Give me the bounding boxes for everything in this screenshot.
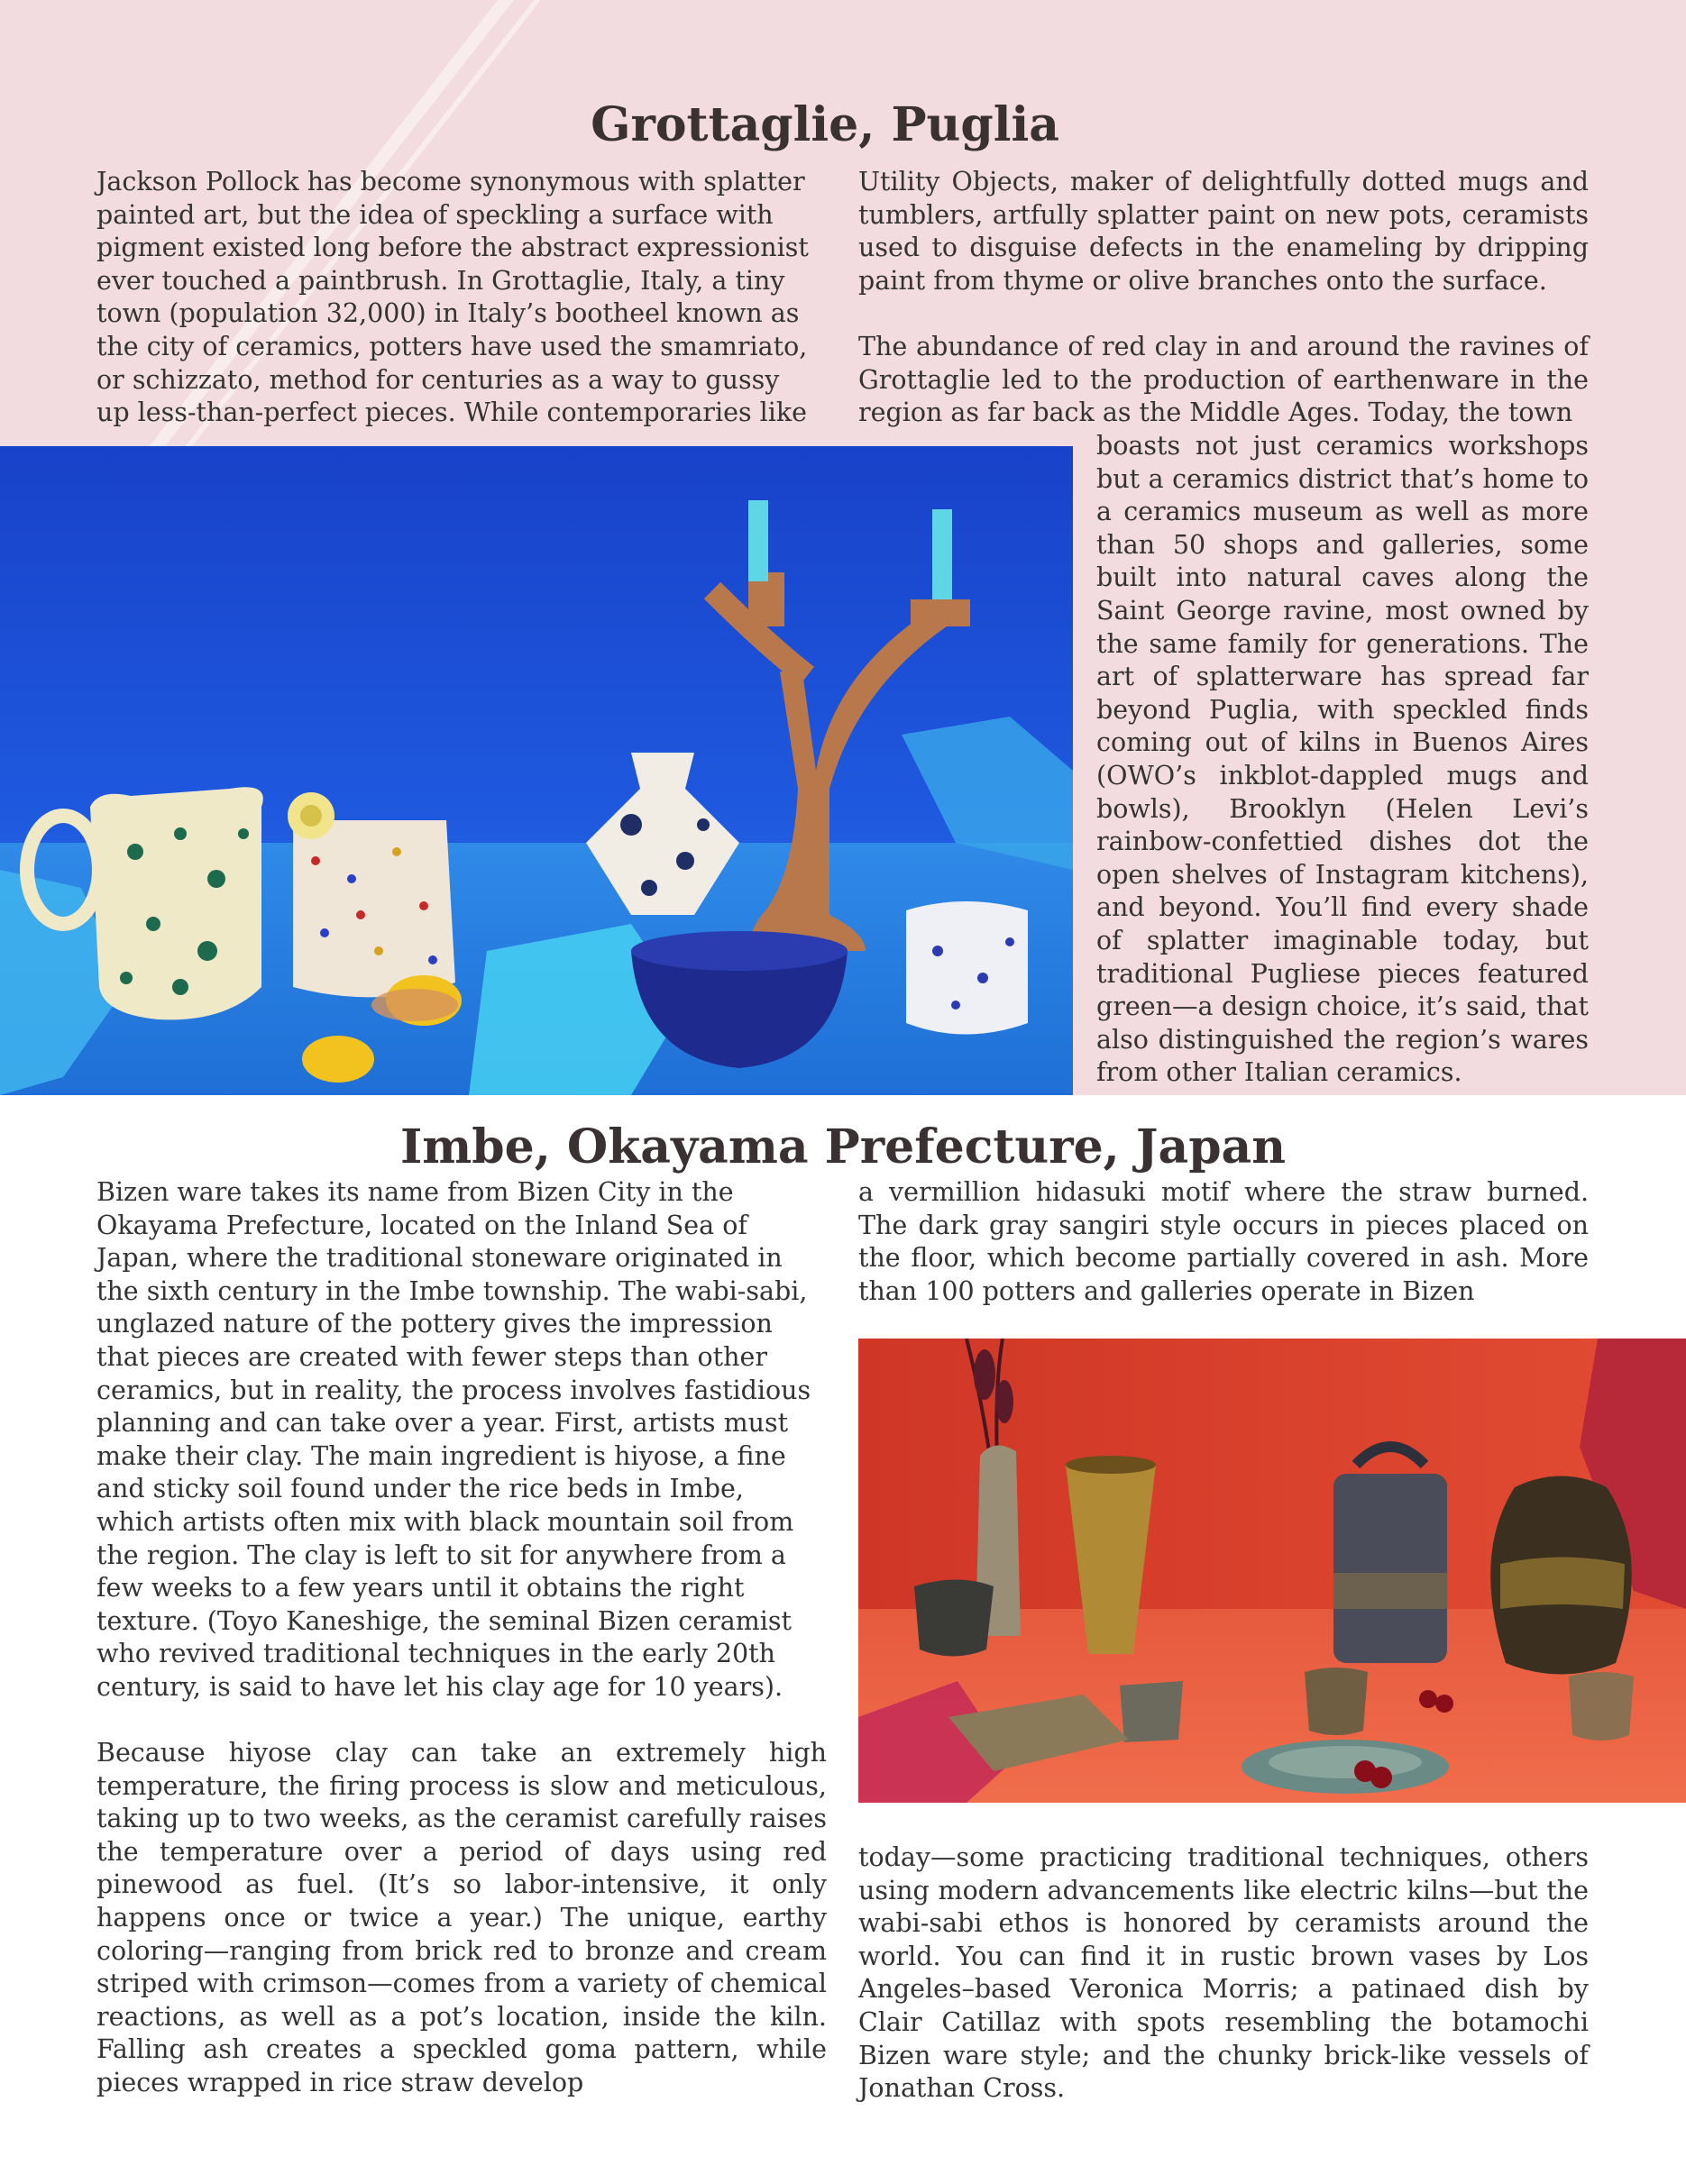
grottaglie-col2-paragraph-2: The abundance of red clay in and around the ravines of Grottaglie led to the production of earthenware in the region as far back as the Middle Ages. Today, the town [858, 331, 1589, 428]
imbe-column-1 [96, 1176, 827, 2100]
right-cup [1569, 1672, 1634, 1741]
confetti-splatter-jar [288, 792, 455, 997]
bizen-ware-photo [858, 1339, 1686, 1803]
imbe-column-2-top [858, 1176, 1589, 1308]
handled-vessel [1333, 1447, 1447, 1663]
bronze-cup [1305, 1668, 1368, 1735]
grottaglie-column-2 [858, 166, 1589, 430]
grottaglie-column-1 [96, 166, 818, 430]
imbe-col1-paragraph-2: Because hiyose clay can take an extremely high temperature, the firing process is slow and meticulous, taking up to two weeks, as the ceramist carefully raises the temperature over a period of days using red pinewood as fuel. (It’s so labor-intensive, it only happens once or twice a year.) The unique, earthy coloring—ranging from brick red to bronze and cream striped with crimson—comes from a variety of chemical reactions, as well as a pot’s location, inside the kiln. Falling ash creates a speckled goma pattern, while pieces wrapped in rice straw develop [96, 1738, 827, 2098]
grottaglie-col2-paragraph-1: Utility Objects, maker of delightfully dotted mugs and tumblers, artfully splatter paint on new pots, ceramists used to disguise defects in the enameling by dripping paint from thyme or olive branches onto the surface. [858, 167, 1589, 296]
grottaglie-wrap-column [1096, 430, 1589, 1090]
imbe-col1-paragraph-1: Bizen ware takes its name from Bizen City in the Okayama Prefecture, located on the Inland Sea of Japan, where the traditional stoneware originated in the sixth century in the Imbe township. The wabi-sabi, unglazed nature of the pottery gives the impression that pieces are created with fewer steps than other ceramics, but in reality, the process involves fastidious planning and can take over a year. First, artists must make their clay. The main ingredient is hiyose, a fine and sticky soil found under the rice beds in Imbe, which artists often mix with black mountain soil from the region. The clay is left to sit for anywhere from a few weeks to a few years until it obtains the right texture. (Toyo Kaneshige, the seminal Bizen ceramist who revived traditional techniques in the early 20th century, is said to have let his clay age for 10 years). [96, 1177, 811, 1702]
imbe-col2-bottom-paragraph: today—some practicing traditional techniques, others using modern advancements like electric kilns—but the wabi-sabi ethos is honored by ceramists around the world. You can find it in rustic brown vases by Los Angeles–based Veronica Morris; a patinaed dish by Clair Catillaz with spots resembling the botamochi Bizen ware style; and the chunky brick-like vessels of Jonathan Cross. [858, 1842, 1589, 2104]
splatterware-photo [0, 446, 1073, 1095]
grottaglie-col1-paragraph: Jackson Pollock has become synonymous with splatter painted art, but the idea of speckling a surface with pigment existed long before the abstract expressionist ever touched a paintbrush. In Grottaglie, Italy, a tiny town (population 32,000) in Italy’s bootheel known as the city of ceramics, potters have used the smamriato, or schizzato, method for centuries as a way to gussy up less-than-perfect pieces. While contemporaries like [96, 167, 809, 428]
dark-round-vase [1490, 1476, 1632, 1675]
imbe-column-2-bottom [858, 1841, 1589, 2106]
faceted-small-cup [1120, 1681, 1183, 1742]
dark-small-cup [914, 1580, 994, 1657]
speckled-tumbler [906, 901, 1028, 1035]
section-title-grottaglie: Grottaglie, Puglia [591, 97, 1059, 152]
section-title-imbe: Imbe, Okayama Prefecture, Japan [399, 1119, 1287, 1174]
grottaglie-wrap-paragraph: boasts not just ceramics workshops but a ceramics district that’s home to a ceramics museum as well as more than 50 shops and galleries, some built into natural caves along the Saint George ravine, most owned by the same family for generations. The art of splatterware has spread far beyond Puglia, with speckled finds coming out of kilns in Buenos Aires (OWO’s inkblot-dappled mugs and bowls), Brooklyn (Helen Levi’s rainbow-confettied dishes dot the open shelves of Instagram kitchens), and beyond. You’ll find every shade of splatter imaginable today, but traditional Pugliese pieces featured green—a design choice, it’s said, that also distinguished the region’s wares from other Italian ceramics. [1096, 431, 1589, 1088]
imbe-col2-top-paragraph: a vermillion hidasuki motif where the straw burned. The dark gray sangiri style occurs in pieces placed on the floor, which become partially covered in ash. More than 100 potters and galleries operate in Bizen [858, 1177, 1589, 1306]
speckled-dish [1242, 1740, 1449, 1794]
